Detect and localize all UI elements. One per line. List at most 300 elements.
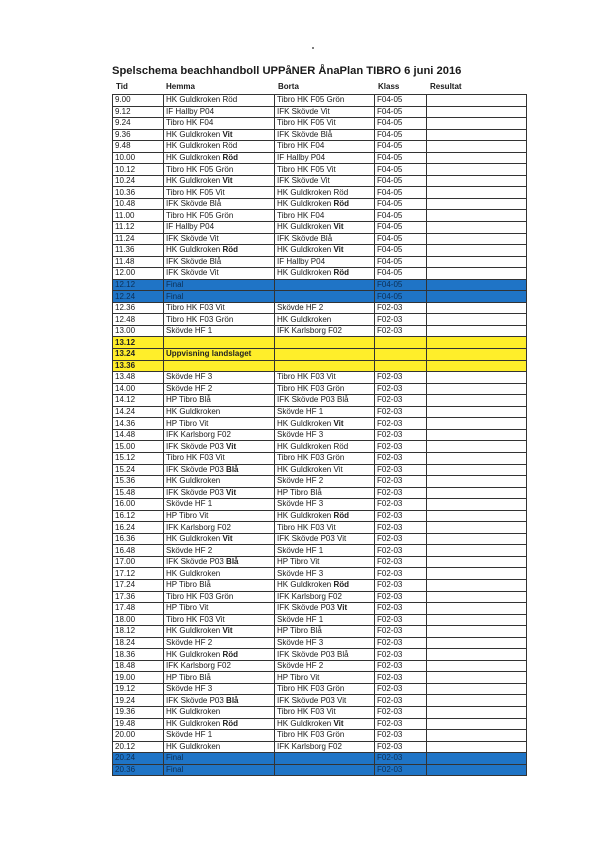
cell-resultat [427,372,527,384]
schedule-row [113,268,527,280]
cell-klass [375,106,427,118]
cell-borta-text: HK Guldkroken Röd [277,441,349,451]
schedule-row [113,556,527,568]
cell-tid [113,603,164,615]
cell-klass-text: F02-03 [377,753,403,763]
cell-resultat [427,152,527,164]
schedule-row [113,476,527,488]
cell-hemma [164,476,275,488]
cell-borta-text: HK Guldkroken [277,222,332,232]
cell-tid-text: 13.12 [115,337,136,347]
cell-hemma-text: IFK Karlsborg F02 [166,430,231,440]
cell-hemma [164,383,275,395]
cell-borta [275,360,375,372]
cell-borta-text: HK Guldkroken [277,245,332,255]
cell-klass [375,164,427,176]
cell-resultat [427,441,527,453]
cell-tid-text: 12.24 [115,291,136,301]
cell-klass-text: F04-05 [377,187,403,197]
cell-borta [275,302,375,314]
schedule-row [113,291,527,303]
cell-tid-text: 15.48 [115,487,136,497]
cell-hemma [164,683,275,695]
cell-borta [275,256,375,268]
cell-klass [375,533,427,545]
cell-klass-text: F04-05 [377,233,403,243]
cell-hemma [164,325,275,337]
cell-klass [375,360,427,372]
schedule-row [113,95,527,107]
cell-tid-text: 12.00 [115,268,136,278]
schedule-table [112,94,527,776]
schedule-row [113,764,527,776]
cell-tid-text: 17.00 [115,557,136,567]
schedule-row [113,753,527,765]
cell-tid-text: 9.12 [115,106,131,116]
cell-klass [375,152,427,164]
cell-resultat [427,695,527,707]
cell-klass [375,741,427,753]
cell-klass-text: F02-03 [377,591,403,601]
cell-klass [375,233,427,245]
cell-borta-text: IFK Karlsborg F02 [277,326,342,336]
schedule-row [113,568,527,580]
cell-klass-text: F02-03 [377,764,403,774]
cell-hemma-text: HP Tibro Blå [166,395,211,405]
cell-hemma-text: HK Guldkroken Röd [166,95,238,105]
cell-borta-text: IF Hallby P04 [277,153,326,162]
cell-borta-text: HK Guldkroken [277,718,332,728]
cell-hemma [164,360,275,372]
cell-hemma-color: Vit [222,534,233,544]
cell-tid [113,152,164,164]
schedule-row [113,360,527,372]
cell-borta [275,591,375,603]
schedule-row [113,487,527,499]
cell-borta-text: Skövde HF 3 [277,430,324,440]
cell-tid-text: 13.36 [115,360,136,370]
cell-tid [113,637,164,649]
cell-hemma-text: HK Guldkroken [166,245,221,255]
cell-borta [275,337,375,349]
cell-tid-text: 13.48 [115,372,136,382]
cell-klass-text: F02-03 [377,522,403,532]
cell-hemma-text: HK Guldkroken [166,718,221,728]
cell-tid-text: 20.36 [115,764,136,774]
schedule-row [113,452,527,464]
cell-resultat [427,406,527,418]
cell-klass-text: F04-05 [377,118,403,128]
cell-hemma-text: HK Guldkroken [166,476,221,486]
cell-borta-text: Skövde HF 1 [277,407,324,417]
cell-klass [375,753,427,765]
cell-tid [113,614,164,626]
cell-resultat [427,141,527,153]
cell-borta-text: IFK Skövde P03 [277,603,335,613]
cell-borta-text: HK Guldkroken Vit [277,464,343,474]
header-klass: Klass [378,82,400,91]
cell-tid [113,245,164,257]
cell-borta [275,649,375,661]
cell-borta-text: IF Hallby P04 [277,256,326,266]
cell-borta-text: Tibro HK F03 Vit [277,707,336,717]
cell-hemma [164,660,275,672]
cell-borta [275,660,375,672]
cell-hemma [164,268,275,280]
cell-tid [113,198,164,210]
cell-borta-text: Skövde HF 2 [277,661,324,671]
schedule-row [113,383,527,395]
cell-borta [275,291,375,303]
cell-tid [113,660,164,672]
cell-hemma [164,464,275,476]
cell-hemma-text: Skövde HF 1 [166,326,213,336]
cell-resultat [427,325,527,337]
cell-borta [275,164,375,176]
cell-borta [275,395,375,407]
cell-borta [275,533,375,545]
cell-resultat [427,302,527,314]
cell-klass-text: F02-03 [377,383,403,393]
cell-klass-text: F04-05 [377,106,403,116]
cell-klass-text: F04-05 [377,222,403,232]
cell-klass-text: F04-05 [377,280,403,290]
cell-klass-text: F02-03 [377,741,403,751]
cell-hemma-text: HK Guldkroken [166,407,221,417]
cell-resultat [427,95,527,107]
schedule-row [113,499,527,511]
header-hemma: Hemma [166,82,195,91]
cell-borta-text: Tibro HK F03 Grön [277,453,345,463]
cell-tid-text: 14.36 [115,418,136,428]
cell-borta-text: HP Tibro Vit [277,557,320,567]
cell-resultat [427,591,527,603]
cell-resultat [427,637,527,649]
cell-hemma [164,256,275,268]
cell-tid [113,279,164,291]
cell-klass [375,302,427,314]
cell-borta-text: Tibro HK F05 Vit [277,118,336,128]
cell-klass-text: F02-03 [377,557,403,567]
cell-tid-text: 11.12 [115,222,135,232]
cell-hemma-text: IFK Skövde Blå [166,199,222,209]
cell-borta-text: HP Tibro Vit [277,672,320,682]
schedule-row [113,325,527,337]
cell-resultat [427,764,527,776]
cell-hemma [164,152,275,164]
cell-hemma-text: HK Guldkroken [166,129,221,139]
cell-tid-text: 18.36 [115,649,136,659]
cell-borta-color: Vit [337,603,348,613]
cell-borta-text: IFK Skövde P03 Blå [277,649,349,659]
cell-tid-text: 14.24 [115,407,136,417]
cell-tid-text: 9.24 [115,118,131,128]
schedule-row [113,302,527,314]
cell-hemma-text: HK Guldkroken [166,649,221,659]
cell-tid-text: 10.36 [115,187,136,197]
cell-borta-text: IFK Skövde P03 Blå [277,395,349,405]
cell-resultat [427,545,527,557]
cell-klass-text: F02-03 [377,603,403,613]
cell-resultat [427,568,527,580]
cell-tid [113,741,164,753]
cell-hemma-text: Tibro HK F03 Vit [166,453,225,463]
cell-borta-text: Skövde HF 3 [277,568,324,578]
cell-klass [375,383,427,395]
cell-borta-text: Tibro HK F03 Vit [277,372,336,382]
cell-klass-text: F02-03 [377,637,403,647]
cell-borta [275,106,375,118]
cell-tid-text: 17.36 [115,591,136,601]
cell-tid-text: 15.36 [115,476,136,486]
cell-borta [275,626,375,638]
cell-hemma [164,95,275,107]
cell-borta [275,222,375,234]
cell-hemma-text: HP Tibro Vit [166,510,209,520]
schedule-row [113,637,527,649]
cell-klass [375,268,427,280]
cell-tid [113,95,164,107]
cell-tid [113,302,164,314]
cell-hemma [164,349,275,361]
cell-klass-text: F04-05 [377,176,403,186]
cell-borta [275,545,375,557]
cell-hemma [164,718,275,730]
schedule-row [113,118,527,130]
cell-hemma-text: HK Guldkroken [166,626,221,636]
cell-klass [375,510,427,522]
cell-borta [275,741,375,753]
cell-klass [375,198,427,210]
cell-klass-text: F02-03 [377,303,403,313]
cell-klass [375,210,427,222]
page-title: Spelschema beachhandboll UPPåNER ÅnaPlan TIBRO 6 juni 2016 [112,65,462,77]
cell-tid [113,695,164,707]
cell-tid [113,141,164,153]
schedule-row [113,406,527,418]
cell-tid [113,118,164,130]
cell-tid [113,314,164,326]
header-borta: Borta [278,82,299,91]
schedule-row [113,187,527,199]
cell-borta-text: Tibro HK F04 [277,141,325,151]
cell-resultat [427,730,527,742]
schedule-row [113,741,527,753]
cell-borta [275,406,375,418]
cell-borta-text: HK Guldkroken [277,510,332,520]
cell-borta-text: HP Tibro Blå [277,487,322,497]
cell-tid [113,522,164,534]
cell-klass [375,452,427,464]
cell-tid [113,672,164,684]
cell-tid-text: 10.24 [115,176,136,186]
cell-borta-text: Tibro HK F03 Grön [277,684,345,694]
cell-klass-text: F04-05 [377,129,403,139]
schedule-row [113,545,527,557]
cell-resultat [427,683,527,695]
cell-tid [113,325,164,337]
cell-hemma-text: Uppvisning landslaget [166,349,252,359]
cell-hemma [164,591,275,603]
cell-borta [275,637,375,649]
cell-klass [375,556,427,568]
cell-hemma-color: Vit [222,626,233,636]
cell-borta-color: Röd [333,510,350,520]
cell-hemma [164,233,275,245]
cell-klass [375,418,427,430]
cell-klass-text: F04-05 [377,164,403,174]
cell-hemma-color: Blå [226,557,239,567]
cell-tid-text: 15.24 [115,464,136,474]
cell-borta [275,118,375,130]
cell-hemma-text: Skövde HF 1 [166,730,213,740]
cell-hemma [164,245,275,257]
cell-borta [275,499,375,511]
schedule-row [113,626,527,638]
cell-borta-text: IFK Skövde Vit [277,176,330,186]
cell-borta [275,187,375,199]
cell-resultat [427,395,527,407]
cell-borta [275,279,375,291]
cell-tid-text: 20.24 [115,753,136,763]
cell-tid-text: 11.36 [115,245,135,255]
cell-klass-text: F02-03 [377,730,403,740]
cell-tid-text: 9.48 [115,141,131,151]
cell-tid [113,406,164,418]
cell-hemma [164,614,275,626]
cell-hemma-text: HP Tibro Blå [166,580,211,590]
cell-tid [113,175,164,187]
cell-hemma-text: Tibro HK F03 Vit [166,303,225,313]
cell-resultat [427,579,527,591]
cell-resultat [427,256,527,268]
cell-resultat [427,245,527,257]
cell-tid-text: 18.00 [115,614,136,624]
cell-tid [113,626,164,638]
schedule-row [113,222,527,234]
cell-hemma-text: HK Guldkroken Röd [166,141,238,151]
schedule-row [113,591,527,603]
cell-resultat [427,383,527,395]
cell-klass-text: F02-03 [377,441,403,451]
cell-tid [113,649,164,661]
cell-borta [275,730,375,742]
cell-tid-text: 10.48 [115,199,136,209]
cell-borta [275,718,375,730]
cell-hemma-color: Vit [222,176,233,186]
cell-tid-text: 12.48 [115,314,136,324]
cell-hemma [164,533,275,545]
cell-borta [275,568,375,580]
cell-klass [375,141,427,153]
cell-hemma-text: IFK Karlsborg F02 [166,522,231,532]
cell-tid-text: 17.48 [115,603,136,613]
cell-tid-text: 11.00 [115,210,135,220]
cell-tid [113,510,164,522]
cell-borta [275,464,375,476]
cell-hemma-color: Röd [222,718,239,728]
cell-tid [113,476,164,488]
cell-tid-text: 9.00 [115,95,131,105]
cell-hemma [164,672,275,684]
cell-hemma-text: HP Tibro Vit [166,603,209,613]
cell-borta [275,672,375,684]
cell-borta-color: Röd [333,580,350,590]
cell-tid-text: 18.48 [115,661,136,671]
cell-tid [113,233,164,245]
cell-hemma-text: IFK Skövde Vit [166,268,219,278]
cell-hemma [164,510,275,522]
cell-hemma-text: HP Tibro Vit [166,418,209,428]
cell-borta [275,683,375,695]
cell-klass-text: F02-03 [377,672,403,682]
cell-hemma [164,637,275,649]
cell-hemma-text: Tibro HK F04 [166,118,214,128]
schedule-row [113,256,527,268]
cell-tid [113,383,164,395]
cell-borta-text: HK Guldkroken Röd [277,187,349,197]
cell-tid [113,129,164,141]
cell-tid-text: 17.12 [115,568,136,578]
cell-resultat [427,279,527,291]
cell-borta [275,418,375,430]
cell-hemma-text: IFK Skövde P03 [166,695,224,705]
cell-borta-text: Skövde HF 3 [277,499,324,509]
cell-borta-text: IFK Skövde Vit [277,106,330,116]
cell-hemma [164,730,275,742]
cell-klass [375,695,427,707]
cell-borta [275,325,375,337]
cell-hemma [164,210,275,222]
cell-hemma-color: Vit [222,129,233,139]
cell-klass [375,429,427,441]
cell-klass-text: F04-05 [377,256,403,266]
cell-borta [275,245,375,257]
cell-borta-text: Skövde HF 1 [277,614,324,624]
cell-borta [275,603,375,615]
schedule-row [113,245,527,257]
cell-hemma-text: Final [166,291,184,301]
cell-resultat [427,660,527,672]
cell-klass-text: F02-03 [377,707,403,717]
cell-tid [113,349,164,361]
cell-klass-text: F04-05 [377,245,403,255]
cell-klass [375,349,427,361]
cell-klass-text: F02-03 [377,695,403,705]
cell-resultat [427,291,527,303]
cell-tid [113,683,164,695]
cell-borta [275,695,375,707]
cell-hemma-text: IF Hallby P04 [166,222,215,232]
cell-borta-color: Vit [333,245,344,255]
cell-resultat [427,222,527,234]
cell-resultat [427,672,527,684]
cell-borta [275,175,375,187]
cell-tid [113,268,164,280]
cell-klass [375,718,427,730]
cell-borta [275,198,375,210]
cell-tid [113,164,164,176]
schedule-row [113,441,527,453]
cell-hemma [164,279,275,291]
cell-resultat [427,753,527,765]
cell-tid [113,441,164,453]
cell-hemma [164,499,275,511]
cell-tid-text: 10.12 [115,164,136,174]
cell-borta-text: IFK Skövde P03 Vit [277,534,347,544]
cell-hemma [164,129,275,141]
cell-klass [375,614,427,626]
